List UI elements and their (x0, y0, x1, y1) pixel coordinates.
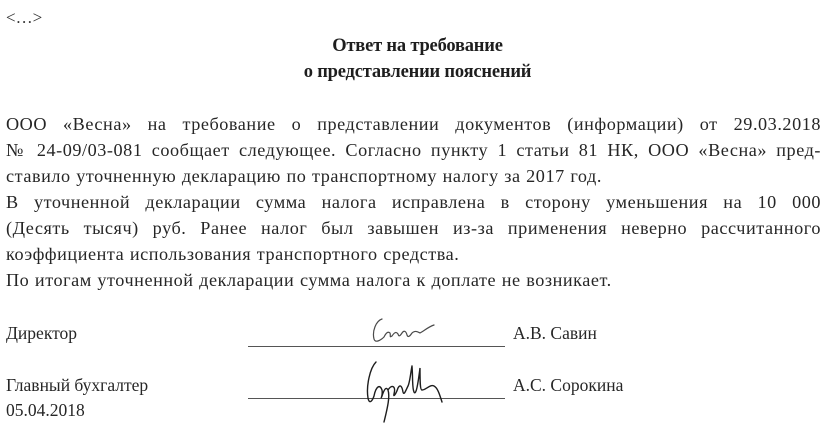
handwritten-signature-director (368, 315, 448, 345)
body-line: ставило уточненную декларацию по транспортному налогу за 2017 год. (6, 166, 602, 186)
signature-position-director: Директор (6, 323, 78, 343)
document-date: 05.04.2018 (6, 400, 85, 420)
body-line: ООО «Весна» на требование о представлении документов (информации) от 29.03.2018 (6, 114, 821, 134)
handwritten-signature-chief-accountant (360, 356, 460, 436)
body-line: № 24-09/03-081 сообщает следующее. Согласно пункту 1 статьи 81 НК, ООО «Весна» пред- (6, 140, 821, 160)
omission-mark: <…> (6, 8, 43, 27)
body-line: По итогам уточненной декларации сумма налога к доплате не возникает. (6, 270, 612, 290)
document-title-line-1: Ответ на требование (332, 36, 503, 56)
signature-position-chief-accountant: Главный бухгалтер (6, 375, 149, 395)
body-line: (Десять тысяч) руб. Ранее налог был завышен из-за применения неверно рассчитанного (6, 218, 821, 238)
body-line: коэффициента использования транспортного средства. (6, 244, 460, 264)
document-body (6, 111, 821, 293)
signatory-name-chief-accountant: А.С. Сорокина (513, 375, 624, 395)
signature-line-director (248, 346, 505, 347)
body-line: В уточненной декларации сумма налога исправлена в сторону уменьшения на 10 000 (6, 192, 821, 212)
document-title-line-2: о представлении пояснений (303, 62, 532, 82)
signatory-name-director: А.В. Савин (513, 323, 597, 343)
